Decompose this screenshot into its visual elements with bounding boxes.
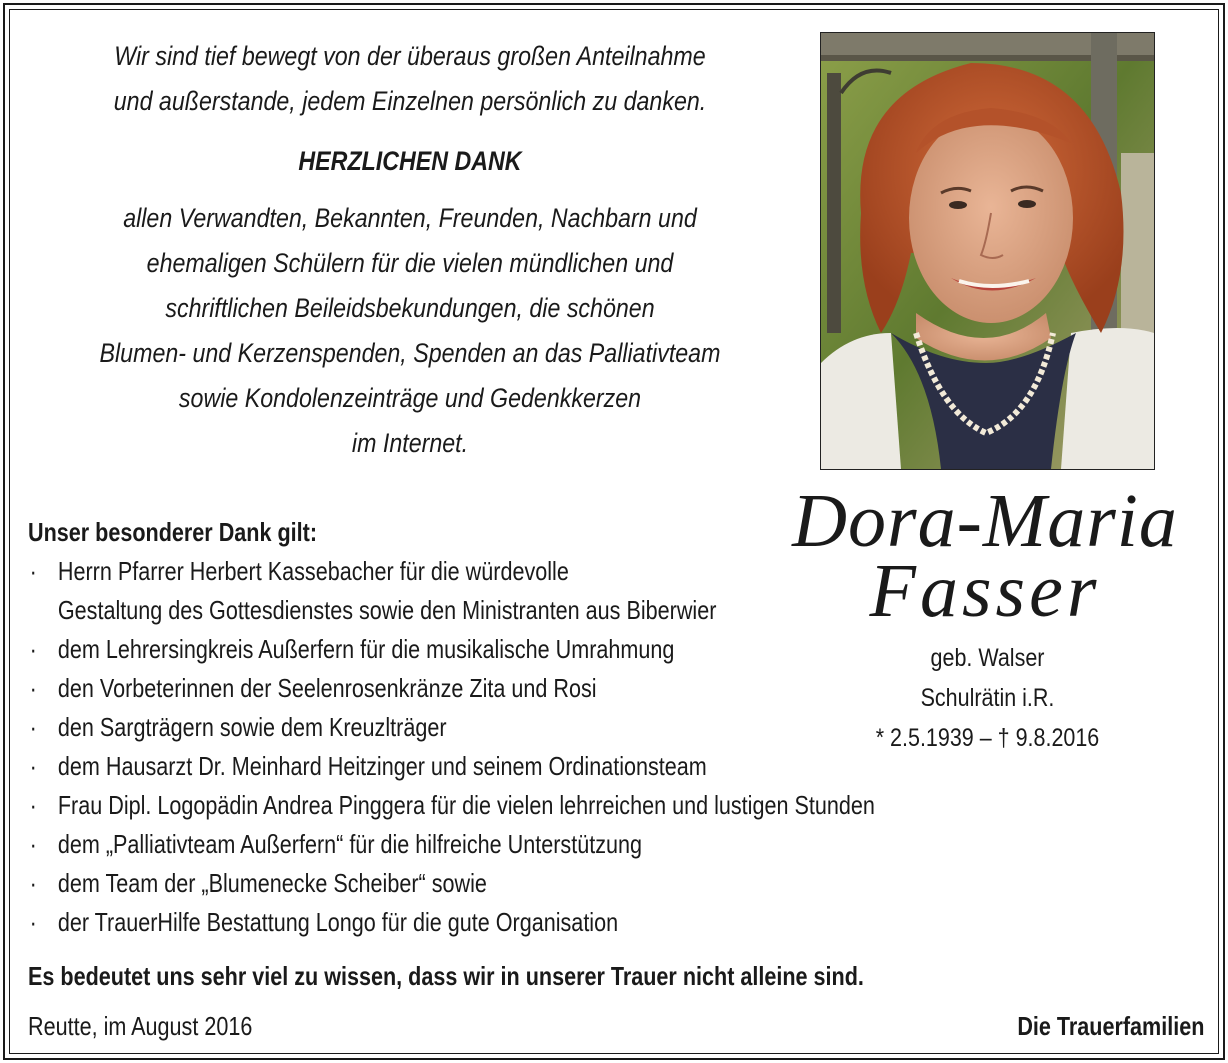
closing-statement: Es bedeutet uns sehr viel zu wissen, dass wir in unserer Trauer nicht alleine sind.	[28, 961, 864, 991]
list-item	[28, 864, 966, 903]
list-item-text: Herrn Pfarrer Herbert Kassebacher für die würdevolle	[57, 556, 569, 586]
first-name: Dora-Maria	[792, 479, 1178, 563]
list-item	[28, 786, 966, 825]
bullet-icon: ·	[29, 712, 37, 742]
intro-line-2: und außerstande, jedem Einzelnen persönlich zu danken.	[113, 86, 707, 116]
list-item	[28, 708, 966, 747]
thanks-line: Blumen- und Kerzenspenden, Spenden an das Palliativteam	[99, 338, 721, 368]
thanks-line: im Internet.	[351, 428, 469, 458]
list-item	[28, 630, 966, 669]
thank-you-text	[83, 34, 737, 466]
bullet-icon: ·	[29, 790, 37, 820]
signature: Die Trauerfamilien	[1016, 1011, 1204, 1041]
bullet-icon: ·	[29, 751, 37, 781]
headline: HERZLICHEN DANK	[298, 146, 522, 176]
last-name: Fasser	[869, 549, 1101, 633]
portrait-photo	[820, 32, 1155, 470]
life-dates: * 2.5.1939 – † 9.8.2016	[875, 724, 1100, 752]
place-date: Reutte, im August 2016	[28, 1011, 253, 1041]
list-item	[28, 747, 966, 786]
list-item-text: dem Hausarzt Dr. Meinhard Heitzinger und seinem Ordinationsteam	[57, 751, 707, 781]
list-item-text: der TrauerHilfe Bestattung Longo für die gute Organisation	[57, 907, 619, 937]
list-item	[28, 825, 966, 864]
list-item-text: den Sargträgern sowie dem Kreuzlträger	[57, 712, 447, 742]
thanks-line: sowie Kondolenzeinträge und Gedenkkerzen	[178, 383, 642, 413]
bullet-icon: ·	[29, 829, 37, 859]
special-thanks-title: Unser besonderer Dank gilt:	[28, 517, 318, 547]
title: Schulrätin i.R.	[920, 684, 1055, 712]
list-item-text: dem Lehrersingkreis Außerfern für die musikalische Umrahmung	[57, 634, 675, 664]
bullet-icon: ·	[29, 868, 37, 898]
portrait-illustration	[821, 33, 1154, 469]
thanks-list	[28, 552, 966, 942]
bullet-icon: ·	[29, 907, 37, 937]
special-thanks	[28, 513, 966, 942]
bullet-icon: ·	[29, 556, 37, 586]
list-item	[28, 552, 966, 630]
thanks-line: allen Verwandten, Bekannten, Freunden, Nachbarn und	[123, 203, 697, 233]
intro-line-1: Wir sind tief bewegt von der überaus großen Anteilnahme	[114, 41, 706, 71]
list-item	[28, 669, 966, 708]
thanks-line: schriftlichen Beileidsbekundungen, die schönen	[165, 293, 655, 323]
birth-name: geb. Walser	[930, 644, 1045, 672]
list-item	[28, 903, 966, 942]
list-item-continuation: Gestaltung des Gottesdienstes sowie den Ministranten aus Biberwier	[57, 595, 717, 625]
list-item-text: den Vorbeterinnen der Seelenrosenkränze Zita und Rosi	[57, 673, 597, 703]
bullet-icon: ·	[29, 673, 37, 703]
list-item-text: dem „Palliativteam Außerfern“ für die hilfreiche Unterstützung	[57, 829, 643, 859]
list-item-text: Frau Dipl. Logopädin Andrea Pinggera für die vielen lehrreichen und lustigen Stunden	[57, 790, 875, 820]
list-item-text: dem Team der „Blumenecke Scheiber“ sowie	[57, 868, 487, 898]
bullet-icon: ·	[29, 634, 37, 664]
thanks-line: ehemaligen Schülern für die vielen mündlichen und	[146, 248, 674, 278]
